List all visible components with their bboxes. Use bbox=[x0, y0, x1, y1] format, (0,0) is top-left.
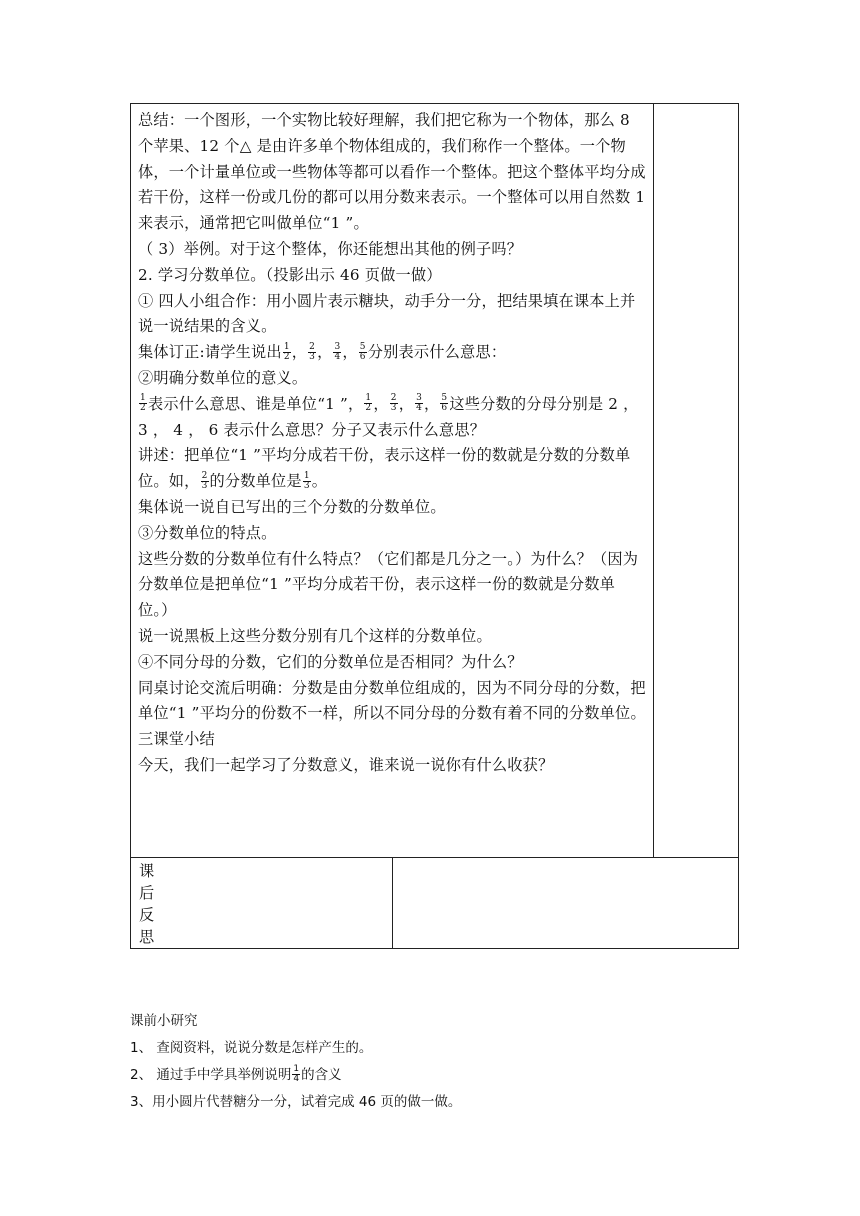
reflection-label-char: 反 bbox=[139, 906, 155, 924]
summary-heading: 三课堂小结 bbox=[138, 730, 215, 749]
fraction: $\frac{2}{3}$ bbox=[390, 393, 397, 414]
fraction: $\frac{1}{2}$ bbox=[283, 341, 290, 362]
summary-paragraph: 总结：一个图形，一个实物比较好理解，我们把它称为一个物体，那么 8 个苹果、12 个△ 是由许多单个物体组成的，我们称作一个整体。一个物体，一个计量单位或一些物体等都可以看作一个整体。把这个整体平均分成若干份，这样一份或几份的都可以用分数来表示。一个整体可以用自然数 1 来表示，通常把它叫做单位“1 ”。 bbox=[138, 111, 646, 233]
fraction: $\frac{3}{4}$ bbox=[416, 393, 423, 414]
closing-question: 今天，我们一起学习了分数意义，谁来说一说你有什么收获？ bbox=[138, 755, 554, 774]
unit-meaning-heading: ②明确分数单位的意义。 bbox=[138, 368, 308, 387]
side-cell bbox=[654, 104, 739, 858]
features-paragraph: 这些分数的分数单位有什么特点？（它们都是几分之一。）为什么？（因为分数单位是把单位“1 ”平均分成若干份，表示这样一份的数就是分数单位。） bbox=[138, 549, 639, 620]
content-cell bbox=[131, 104, 654, 858]
discussion-paragraph: 同桌讨论交流后明确：分数是由分数单位组成的，因为不同分母的分数，把单位“1 ”平均分的份数不一样，所以不同分母的分数有着不同的分数单位。 bbox=[138, 678, 646, 723]
reflection-label-char: 后 bbox=[139, 884, 155, 902]
group-work-paragraph: ① 四人小组合作：用小圆片表示糖块，动手分一分，把结果填在课本上并说一说结果的含义。 bbox=[138, 291, 636, 336]
research-item: 3、用小圆片代替糖分一分，试着完成 46 页的做一做。 bbox=[130, 1094, 462, 1110]
pre-class-research bbox=[130, 1008, 750, 1116]
reflection-content-cell bbox=[392, 858, 739, 949]
fraction: $\frac{2}{3}$ bbox=[309, 341, 316, 362]
fraction: $\frac{5}{6}$ bbox=[441, 393, 448, 414]
reflection-label-cell bbox=[131, 858, 393, 949]
research-item: 1、 查阅资料，说说分数是怎样产生的。 bbox=[130, 1040, 373, 1056]
reflection-label-char: 思 bbox=[139, 928, 155, 946]
fraction: $\frac{1}{4}$ bbox=[293, 1063, 300, 1084]
features-heading: ③分数单位的特点。 bbox=[138, 523, 277, 542]
group-say-paragraph: 集体说一说自已写出的三个分数的分数单位。 bbox=[138, 497, 446, 516]
fraction: $\frac{2}{3}$ bbox=[201, 470, 208, 491]
denominator-question: ④不同分母的分数，它们的分数单位是否相同？为什么？ bbox=[138, 652, 523, 671]
reflection-row bbox=[131, 858, 739, 949]
lesson-table bbox=[130, 103, 739, 949]
unit-meaning-paragraph: $\frac{1}{2}$ 表示什么意思、谁是单位“1 ”， $\frac{1}{2}$ ， $\frac{2}{3}$ ， $\frac{3}{4}$ ， $\frac{5}{6}$ 这些分数的分母分别是 2 ， 3 ， 4 ， 6 表示什么意思？分子又表示什么意思？ bbox=[138, 393, 639, 439]
fraction: $\frac{1}{2}$ bbox=[365, 393, 372, 414]
research-item: 2、 通过手中学具举例说明 $\frac{1}{4}$ 的含义 bbox=[130, 1063, 342, 1084]
example-paragraph: （ 3）举例。对于这个整体，你还能想出其他的例子吗？ bbox=[138, 239, 523, 258]
reflection-label-char: 课 bbox=[139, 862, 155, 880]
fraction: $\frac{1}{2}$ bbox=[140, 393, 146, 414]
content-row bbox=[131, 104, 739, 858]
fraction: $\frac{5}{6}$ bbox=[359, 341, 366, 362]
research-title: 课前小研究 bbox=[130, 1013, 198, 1029]
section-heading: 2. 学习分数单位。（投影出示 46 页做一做） bbox=[138, 265, 442, 284]
blackboard-paragraph: 说一说黑板上这些分数分别有几个这样的分数单位。 bbox=[138, 626, 492, 645]
correction-paragraph: 集体订正:请学生说出 $\frac{1}{2}$ ， $\frac{2}{3}$ ， $\frac{3}{4}$ ， $\frac{5}{6}$ 分别表示什么意思： bbox=[138, 341, 507, 362]
fraction: $\frac{3}{4}$ bbox=[334, 341, 341, 362]
explanation-paragraph: 讲述：把单位“1 ”平均分成若干份，表示这样一份的数就是分数的分数单位。如， $\frac{2}{3}$ 的分数单位是 $\frac{1}{3}$ 。 bbox=[138, 446, 631, 491]
fraction: $\frac{1}{3}$ bbox=[303, 470, 310, 491]
